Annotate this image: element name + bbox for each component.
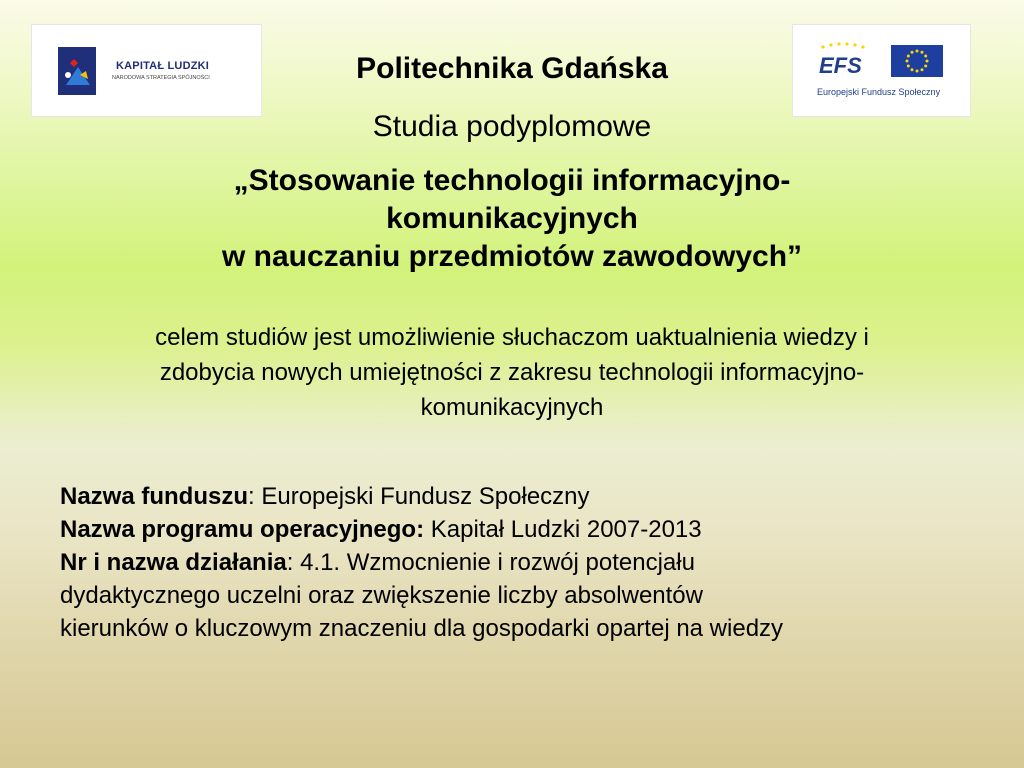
study-description bbox=[0, 320, 1024, 425]
study-title-line: „Stosowanie technologii informacyjno- bbox=[233, 164, 791, 197]
action-value: : 4.1. Wzmocnienie i rozwój potencjału bbox=[286, 549, 695, 576]
program-label: Nazwa programu operacyjnego: bbox=[60, 516, 425, 543]
kapital-ludzki-title: KAPITAŁ LUDZKI bbox=[116, 60, 210, 72]
fund-value: : Europejski Fundusz Społeczny bbox=[248, 483, 590, 510]
action-row bbox=[60, 546, 783, 579]
efs-wordmark-text: EFS bbox=[819, 53, 862, 78]
description-line: celem studiów jest umożliwienie słuchaczom uaktualnienia wiedzy i bbox=[155, 324, 869, 351]
efs-caption: Europejski Fundusz Społeczny bbox=[817, 87, 941, 97]
fund-row bbox=[60, 480, 783, 513]
description-line: zdobycia nowych umiejętności z zakresu technologii informacyjno- bbox=[159, 359, 865, 386]
study-title bbox=[0, 162, 1024, 276]
program-row bbox=[60, 513, 783, 546]
institution-name: Politechnika Gdańska bbox=[356, 52, 668, 85]
action-value-line: kierunków o kluczowym znaczeniu dla gospodarki opartej na wiedzy bbox=[60, 615, 784, 642]
fund-label: Nazwa funduszu bbox=[60, 483, 249, 510]
action-label: Nr i nazwa działania bbox=[60, 549, 287, 576]
funding-details bbox=[60, 480, 783, 645]
kapital-ludzki-subtitle: NARODOWA STRATEGIA SPÓJNOŚCI bbox=[112, 75, 210, 81]
study-title-line: komunikacyjnych bbox=[386, 202, 638, 235]
study-title-line: w nauczaniu przedmiotów zawodowych” bbox=[221, 240, 803, 273]
action-value-line: dydaktycznego uczelni oraz zwiększenie liczby absolwentów bbox=[60, 582, 703, 609]
program-type: Studia podyplomowe bbox=[372, 110, 652, 143]
program-value: Kapitał Ludzki 2007-2013 bbox=[424, 516, 702, 543]
description-line: komunikacyjnych bbox=[420, 394, 604, 421]
